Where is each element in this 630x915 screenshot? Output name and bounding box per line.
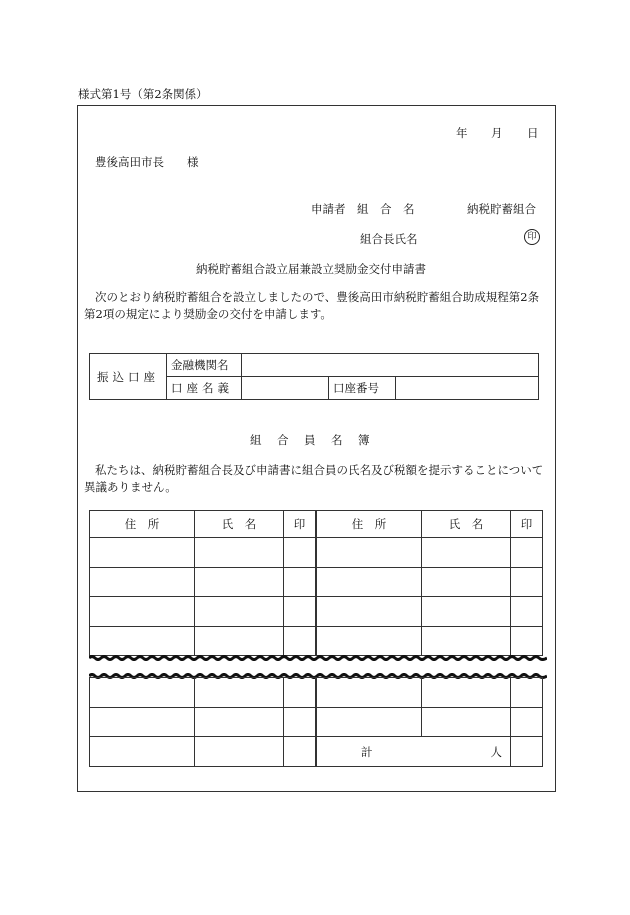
cell[interactable]	[511, 567, 543, 597]
cell[interactable]	[90, 678, 195, 708]
cell[interactable]	[422, 707, 511, 737]
seal-icon: 印	[524, 229, 540, 245]
cell[interactable]	[195, 707, 284, 737]
cell[interactable]	[316, 707, 422, 737]
cell[interactable]	[511, 597, 543, 627]
cell[interactable]	[422, 538, 511, 568]
table-row	[90, 538, 543, 568]
date-day-label: 日	[527, 126, 539, 140]
table-row	[90, 678, 543, 708]
cell[interactable]	[90, 538, 195, 568]
cell[interactable]	[316, 678, 422, 708]
cell[interactable]	[422, 626, 511, 656]
cell[interactable]	[195, 678, 284, 708]
holder-field[interactable]	[242, 377, 329, 400]
member-roster-title: 組 合 員 名 簿	[250, 433, 372, 447]
table-row	[90, 597, 543, 627]
cell[interactable]	[195, 737, 284, 767]
date-month-label: 月	[491, 126, 503, 140]
cell[interactable]	[511, 707, 543, 737]
cell[interactable]	[195, 567, 284, 597]
cell[interactable]	[511, 538, 543, 568]
cell[interactable]	[284, 567, 317, 597]
cell[interactable]	[90, 597, 195, 627]
cell[interactable]	[422, 678, 511, 708]
header-address-2: 住 所	[316, 511, 422, 538]
consent-paragraph: 私たちは、納税貯蓄組合長及び申請書に組合員の氏名及び税額を提示することについて異議ありません。	[84, 463, 544, 494]
cut-wave-top	[89, 655, 547, 661]
cell[interactable]	[284, 737, 317, 767]
cell[interactable]	[195, 597, 284, 627]
cell[interactable]	[90, 737, 195, 767]
form-number: 様式第1号（第2条関係）	[78, 87, 208, 101]
cell[interactable]	[90, 567, 195, 597]
table-row	[90, 707, 543, 737]
table-row	[90, 567, 543, 597]
total-label: 計	[361, 745, 373, 759]
total-cell	[316, 737, 511, 767]
cell[interactable]	[422, 597, 511, 627]
cell[interactable]	[284, 707, 317, 737]
cell[interactable]	[90, 626, 195, 656]
header-seal-2: 印	[511, 511, 543, 538]
cell[interactable]	[284, 678, 317, 708]
cell[interactable]	[316, 567, 422, 597]
cell[interactable]	[90, 707, 195, 737]
header-name-2: 氏 名	[422, 511, 511, 538]
date-year-label: 年	[456, 126, 468, 140]
cell[interactable]	[316, 538, 422, 568]
table-row	[90, 737, 543, 767]
cell[interactable]	[316, 626, 422, 656]
institution-label: 金融機関名	[167, 354, 242, 377]
bank-account-table	[89, 353, 539, 400]
cell[interactable]	[284, 626, 317, 656]
account-number-field[interactable]	[396, 377, 539, 400]
form-title: 納税貯蓄組合設立届兼設立奨励金交付申請書	[196, 262, 426, 276]
table-row	[90, 626, 543, 656]
bank-section-label: 振込口座	[90, 354, 167, 400]
cell[interactable]	[284, 538, 317, 568]
applicant-org-label: 申請者 組 合 名	[311, 202, 415, 216]
cell[interactable]	[195, 538, 284, 568]
header-address: 住 所	[90, 511, 195, 538]
applicant-org-value: 納税貯蓄組合	[467, 202, 536, 216]
holder-label: 口座名義	[167, 377, 242, 400]
cell[interactable]	[511, 678, 543, 708]
cell[interactable]	[511, 737, 543, 767]
total-unit: 人	[490, 745, 502, 759]
cell[interactable]	[195, 626, 284, 656]
header-name: 氏 名	[195, 511, 284, 538]
institution-field[interactable]	[242, 354, 539, 377]
cell[interactable]	[422, 567, 511, 597]
header-seal: 印	[284, 511, 317, 538]
account-number-label: 口座番号	[329, 377, 396, 400]
cell[interactable]	[284, 597, 317, 627]
member-roster-table	[89, 510, 543, 656]
cell[interactable]	[316, 597, 422, 627]
intro-paragraph: 次のとおり納税貯蓄組合を設立しましたので、豊後高田市納税貯蓄組合助成規程第2条第2項の規定により奨励金の交付を申請します。	[84, 290, 540, 321]
member-roster-table-continued	[89, 677, 543, 767]
addressee: 豊後高田市長 様	[95, 155, 199, 169]
cell[interactable]	[511, 626, 543, 656]
chief-name-label: 組合長氏名	[360, 232, 418, 246]
